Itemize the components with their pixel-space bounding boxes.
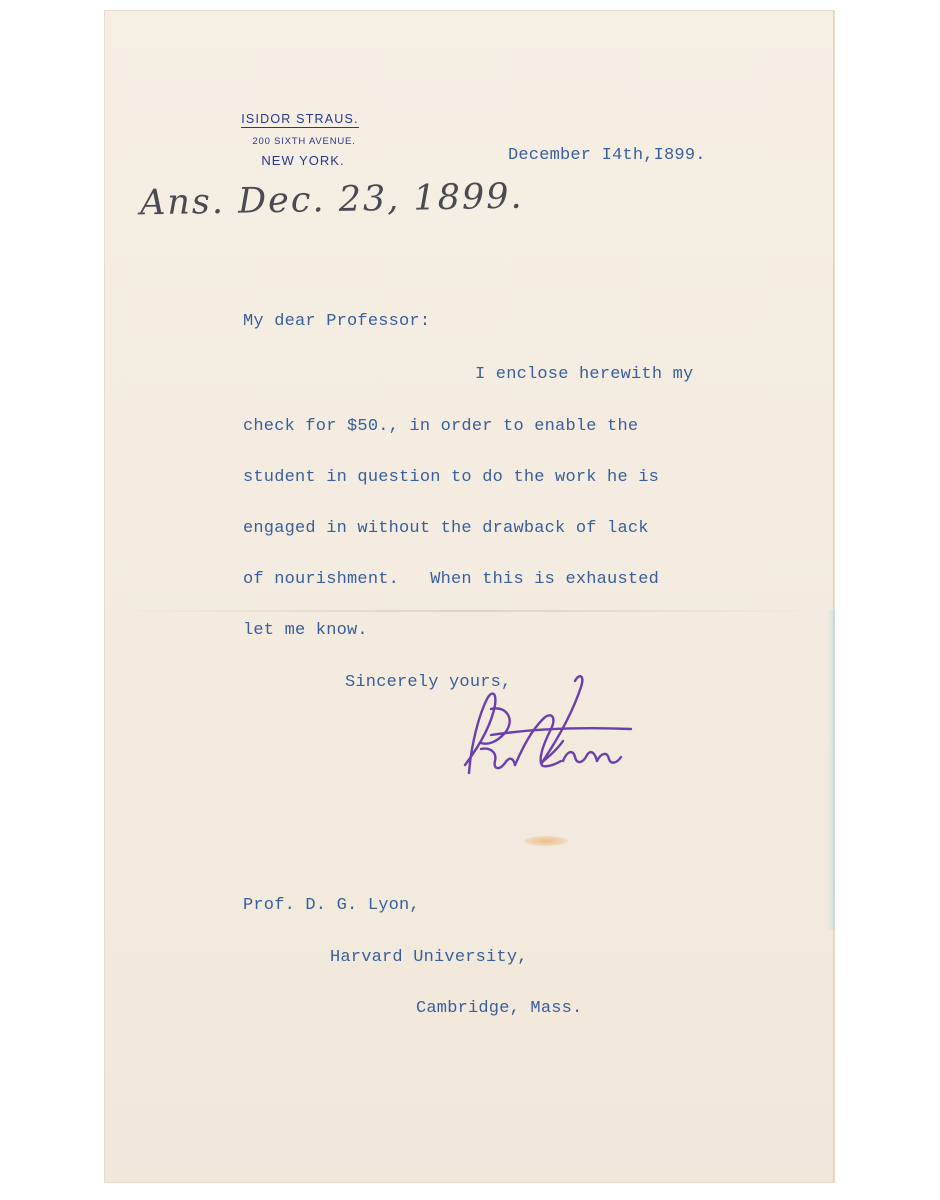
body-line-3: student in question to do the work he is — [243, 468, 660, 487]
signature-image — [451, 665, 651, 805]
letter-date: December I4th,I899. — [508, 146, 706, 165]
letterhead — [200, 110, 400, 168]
recipient-line-2: Harvard University, — [330, 948, 528, 967]
recipient-line-1: Prof. D. G. Lyon, — [243, 896, 420, 915]
recipient-line-3: Cambridge, Mass. — [416, 999, 583, 1018]
letterhead-city: NEW YORK. — [261, 153, 345, 168]
letter-sheet — [104, 10, 835, 1183]
body-line-6: let me know. — [243, 621, 368, 640]
closing: Sincerely yours, — [345, 673, 512, 692]
edge-discoloration — [827, 610, 835, 930]
letterhead-address: 200 SIXTH AVENUE. — [252, 136, 356, 147]
letterhead-name: ISIDOR STRAUS. — [241, 112, 359, 126]
body-line-4: engaged in without the drawback of lack — [243, 519, 649, 538]
salutation: My dear Professor: — [243, 312, 431, 331]
body-line-1: I enclose herewith my — [475, 365, 694, 384]
fold-crease — [104, 610, 835, 612]
body-line-2: check for $50., in order to enable the — [243, 417, 639, 436]
stain-mark — [524, 836, 568, 846]
body-line-5: of nourishment. When this is exhausted — [243, 570, 660, 589]
handwritten-reply-note: Ans. Dec. 23, 1899. — [139, 176, 524, 224]
